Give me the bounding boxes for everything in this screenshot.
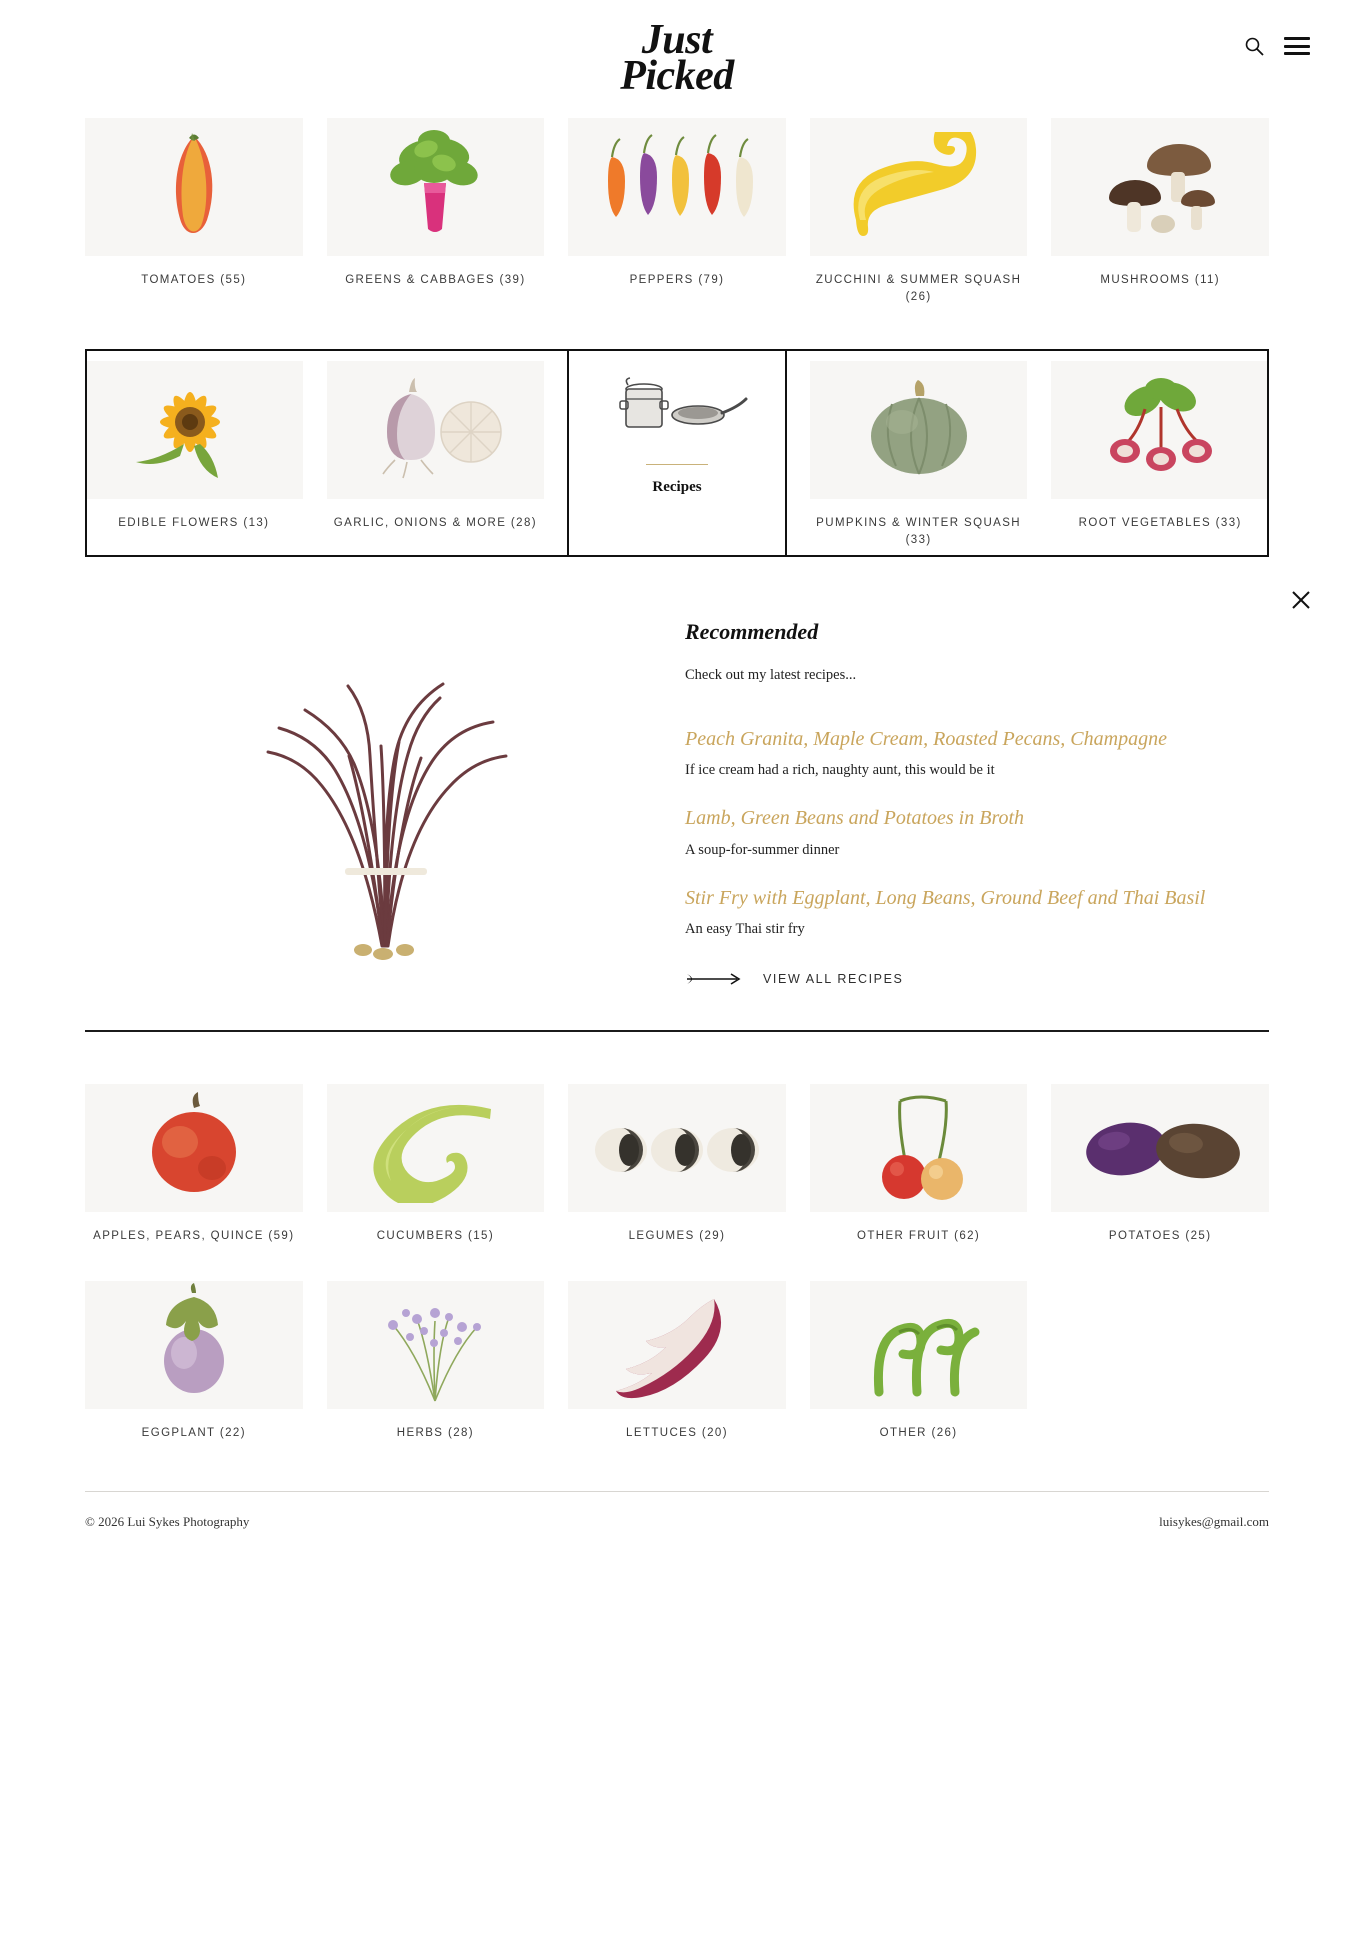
category-tile-other-fruit[interactable] [810,1078,1028,1245]
peppers-photo [568,118,786,256]
recommended-panel [0,549,1354,1020]
category-label: MUSHROOMS (11) [1100,274,1221,286]
recommended-item [685,885,1259,938]
apple-photo [85,1084,303,1212]
recipe-link[interactable]: Stir Fry with Eggplant, Long Beans, Ground Beef and Thai Basil [685,886,1206,909]
flower-photo [85,361,303,499]
recommended-item [685,805,1259,858]
category-label: POTATOES (25) [1108,1230,1212,1243]
cherries-photo [810,1084,1028,1212]
category-row-3 [85,1078,1269,1245]
pumpkin-photo [810,361,1028,499]
category-tile-legumes[interactable] [568,1078,786,1245]
category-tile-root-vegetables[interactable] [1051,355,1269,550]
eggplant-photo [85,1281,303,1409]
category-label: OTHER FRUIT (62) [857,1230,981,1243]
site-logo[interactable] [620,17,734,100]
arrow-right-icon [685,972,745,986]
category-label: PEPPERS (79) [629,274,725,286]
category-grid-top-row2-wrap [0,355,1354,550]
category-tile-tomatoes[interactable] [85,112,303,307]
category-tile-potatoes[interactable] [1051,1078,1269,1245]
empty-slot [1051,1281,1269,1409]
category-tile-pumpkins-winter-squash[interactable] [810,355,1028,550]
category-tile-peppers[interactable] [568,112,786,307]
recipe-link[interactable]: Peach Granita, Maple Cream, Roasted Pecans, Champagne [685,728,1167,750]
site-footer [0,1492,1354,1560]
recipe-description: If ice cream had a rich, naughty aunt, this would be it [685,762,995,779]
radicchio-photo [568,1281,786,1409]
recommended-item [685,726,1259,779]
beet-photo [1051,361,1269,499]
category-tile-herbs[interactable] [327,1275,545,1442]
category-tile-other[interactable] [810,1275,1028,1442]
category-tile-empty [1051,1275,1269,1442]
search-icon[interactable] [1244,36,1264,56]
hamburger-menu-icon[interactable] [1284,37,1310,55]
squash-photo [810,118,1028,256]
cucumber-photo [327,1084,545,1212]
category-label: PUMPKINS & WINTER SQUASH (33) [816,516,1022,546]
recipes-tile-label: Recipes [652,478,702,495]
category-row-4 [85,1275,1269,1442]
close-icon[interactable] [1290,589,1312,611]
category-label: HERBS (28) [396,1427,475,1440]
category-label: OTHER (26) [879,1427,958,1440]
mushrooms-photo [1051,118,1269,256]
category-label: GREENS & CABBAGES (39) [345,274,526,286]
category-tile-eggplant[interactable] [85,1275,303,1442]
category-label: EDIBLE FLOWERS (13) [118,516,270,529]
category-label: APPLES, PEARS, QUINCE (59) [93,1230,295,1243]
category-label: LEGUMES (29) [628,1230,726,1243]
category-tile-apples-pears-quince[interactable] [85,1078,303,1245]
category-label: TOMATOES (55) [141,274,247,286]
view-all-label: VIEW ALL RECIPES [763,972,904,987]
copyright-text: © 2026 Lui Sykes Photography [85,1513,250,1529]
category-label: CUCUMBERS (15) [376,1230,495,1243]
recommended-body [685,605,1269,986]
category-tile-zucchini-summer-squash[interactable] [810,112,1028,307]
category-tile-garlic-onions[interactable] [327,355,545,550]
tomato-photo [85,118,303,256]
category-label: ZUCCHINI & SUMMER SQUASH (26) [815,274,1022,304]
recipes-tile[interactable] [567,349,788,557]
long-beans-photo [85,605,685,986]
category-label: EGGPLANT (22) [141,1427,246,1440]
recipe-link[interactable]: Lamb, Green Beans and Potatoes in Broth [685,807,1025,830]
category-row-2 [85,355,1269,550]
category-tile-mushrooms[interactable] [1051,112,1269,307]
pot-and-pan-icon [602,373,752,448]
category-label: GARLIC, ONIONS & MORE (28) [333,516,537,529]
garlic-photo [327,361,545,499]
header-tools [1244,36,1310,56]
site-header [0,0,1354,112]
category-tile-lettuces[interactable] [568,1275,786,1442]
potatoes-photo [1051,1084,1269,1212]
contact-email-link[interactable]: luisykes@gmail.com [1159,1513,1269,1529]
fiddlehead-photo [810,1281,1028,1409]
recipe-description: An easy Thai stir fry [685,921,805,938]
logo-line-1: Just [641,17,713,63]
category-row-1 [85,112,1269,307]
recommended-subtitle: Check out my latest recipes... [685,667,857,683]
herbs-photo [327,1281,545,1409]
category-tile-edible-flowers[interactable] [85,355,303,550]
view-all-recipes-button[interactable] [685,972,1259,986]
category-label: LETTUCES (20) [626,1427,728,1440]
recommended-title: Recommended [685,619,819,644]
tile-divider [646,464,708,465]
category-tile-cucumbers[interactable] [327,1078,545,1245]
recipe-description: A soup-for-summer dinner [685,841,840,858]
category-label: ROOT VEGETABLES (33) [1078,516,1242,529]
logo-line-2: Picked [620,53,734,100]
beans-photo [568,1084,786,1212]
category-grid-top [0,112,1354,307]
greens-photo [327,118,545,256]
category-tile-greens-cabbages[interactable] [327,112,545,307]
category-grid-bottom [0,1032,1354,1443]
